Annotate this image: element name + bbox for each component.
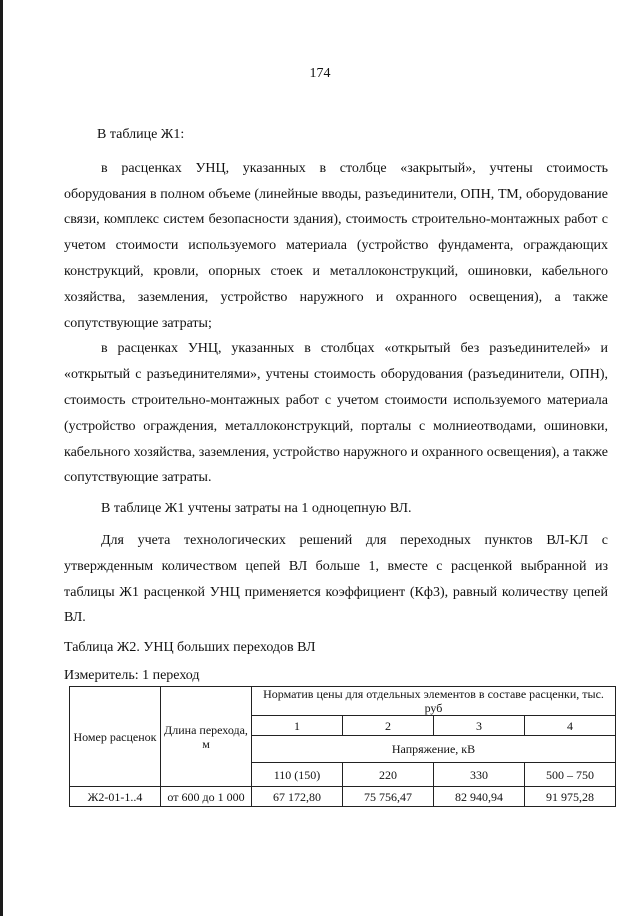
voltage-value: 220 [343,763,434,787]
row-code: Ж2-01-1..4 [70,787,161,807]
row-length: от 600 до 1 000 [161,787,252,807]
table-header-row [70,687,616,716]
header-length: Длина перехода, м [161,687,252,787]
row-value: 91 975,28 [525,787,616,807]
table-caption: Таблица Ж2. УНЦ больших переходов ВЛ [64,640,316,655]
price-table [69,686,616,807]
paragraph-open: в расценках УНЦ, указанных в столбцах «открытый без разъединителей» и «открытый с разъединителями», учтены стоимость оборудования (разъединители, ОПН), стоимость строительно-монтажных работ с учетом стоимости используемого материала (устройство ограждения, металлоконструкций, порталы с молниеотводами, ошиновки, кабельного хозяйства, заземления, устройство наружного и охранного освещения), а также сопутствующие затраты. [64,341,608,486]
row-value: 75 756,47 [343,787,434,807]
column-number: 1 [252,716,343,736]
column-number: 4 [525,716,616,736]
page-edge [0,0,3,916]
paragraph-intro: В таблице Ж1: [97,127,185,142]
header-code: Номер расценок [70,687,161,787]
paragraph-single-circuit: В таблице Ж1 учтены затраты на 1 одноцепную ВЛ. [101,501,412,517]
table-row [70,787,616,807]
row-value: 82 940,94 [434,787,525,807]
page-number: 174 [309,66,331,81]
voltage-value: 110 (150) [252,763,343,787]
voltage-value: 330 [434,763,525,787]
column-number: 2 [343,716,434,736]
column-number: 3 [434,716,525,736]
paragraph-coefficient: Для учета технологических решений для переходных пунктов ВЛ-КЛ с утвержденным количеством цепей ВЛ больше 1, вместе с расценкой выбранной из таблицы Ж1 расценкой УНЦ применяется коэффициент (Кф3), равный количеству цепей ВЛ. [64,532,608,626]
paragraph-closed: в расценках УНЦ, указанных в столбце «закрытый», учтены стоимость оборудования в полном объеме (линейные вводы, разъединители, ОПН, ТМ, оборудование связи, комплекс систем безопасности здания), стоимость строительно-монтажных работ с учетом стоимости используемого материала (устройство фундамента, ограждающих конструкций, кровли, опорных стоек и металлоконструкций, ошиновки, кабельного хозяйства, заземления, устройство наружного и охранного освещения), а также сопутствующие затраты; [64,160,608,331]
row-value: 67 172,80 [252,787,343,807]
voltage-label: Напряжение, кВ [252,736,616,763]
document-body [64,122,608,631]
header-norm: Норматив цены для отдельных элементов в составе расценки, тыс. руб [252,687,616,716]
table-measure: Измеритель: 1 переход [64,668,200,683]
voltage-value: 500 – 750 [525,763,616,787]
